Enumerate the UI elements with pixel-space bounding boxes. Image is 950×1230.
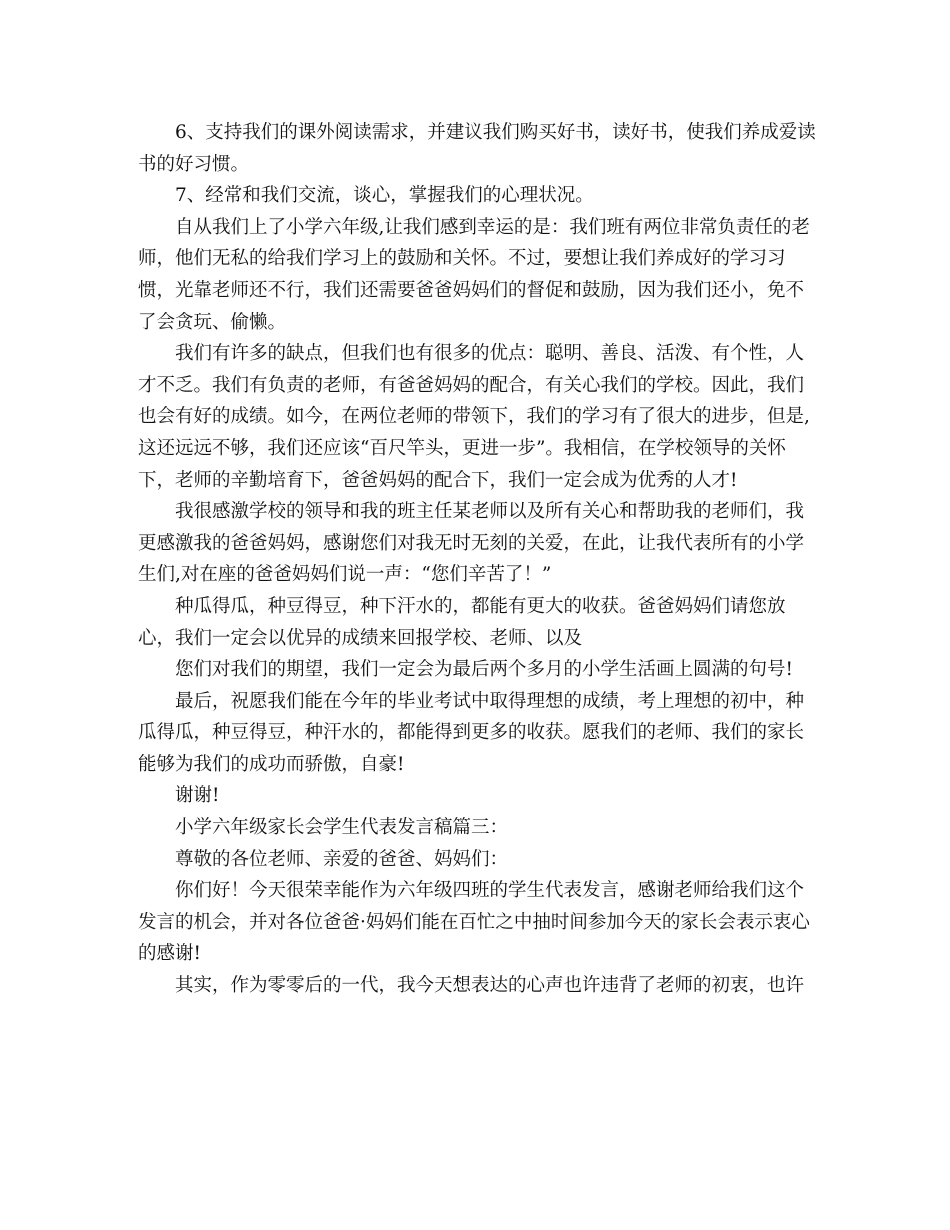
paragraph-3: 自从我们上了小学六年级,让我们感到幸运的是：我们班有两位非常负责任的老师，他们无私的给我们学习上的鼓励和关怀。不过，要想让我们养成好的学习习惯，光靠老师还不行，我们还需要爸爸妈妈们的督促和鼓励，因为我们还小，免不了会贪玩、偷懒。 <box>138 216 810 333</box>
paragraph-9: 谢谢! <box>175 785 220 807</box>
document-body <box>138 117 818 1002</box>
paragraph-12: 你们好！今天很荣幸能作为六年级四班的学生代表发言，感谢老师给我们这个发言的机会，并对各位爸爸·妈妈们能在百忙之中抽时间参加今天的家长会表示衷心的感谢! <box>138 880 810 965</box>
paragraph-13: 其实，作为零零后的一代，我今天想表达的心声也许违背了老师的初衷，也许 <box>175 975 805 997</box>
paragraph-7: 您们对我们的期望，我们一定会为最后两个多月的小学生活画上圆满的句号! <box>175 659 793 681</box>
paragraph-4: 我们有许多的缺点，但我们也有很多的优点：聪明、善良、活泼、有个性，人才不乏。我们有负责的老师，有爸爸妈妈的配合，有关心我们的学校。因此，我们也会有好的成绩。如今，在两位老师的带领下，我们的学习有了很大的进步，但是,这还远远不够，我们还应该“百尺竿头，更进一步”。我相信，在学校领导的关怀下，老师的辛勤培育下，爸爸妈妈的配合下，我们一定会成为优秀的人才! <box>138 343 810 491</box>
paragraph-8: 最后，祝愿我们能在今年的毕业考试中取得理想的成绩，考上理想的初中，种瓜得瓜，种豆得豆，种汗水的，都能得到更多的收获。愿我们的老师、我们的家长能够为我们的成功而骄傲，自豪! <box>138 690 805 775</box>
paragraph-6: 种瓜得瓜，种豆得豆，种下汗水的，都能有更大的收获。爸爸妈妈们请您放心，我们一定会以优异的成绩来回报学校、老师、以及 <box>138 595 786 649</box>
paragraph-5: 我很感激学校的领导和我的班主任某老师以及所有关心和帮助我的老师们，我更感激我的爸爸妈妈，感谢您们对我无时无刻的关爱，在此，让我代表所有的小学生们,对在座的爸爸妈妈们说一声：“您们辛苦了！” <box>138 501 805 586</box>
paragraph-1: 6、支持我们的课外阅读需求，并建议我们购买好书，读好书，使我们养成爱读书的好习惯。 <box>138 122 816 175</box>
paragraph-2: 7、经常和我们交流，谈心，掌握我们的心理状况。 <box>175 185 594 207</box>
salutation: 尊敬的各位老师、亲爱的爸爸、妈妈们： <box>175 848 509 870</box>
section-heading: 小学六年级家长会学生代表发言稿篇三： <box>175 817 509 839</box>
